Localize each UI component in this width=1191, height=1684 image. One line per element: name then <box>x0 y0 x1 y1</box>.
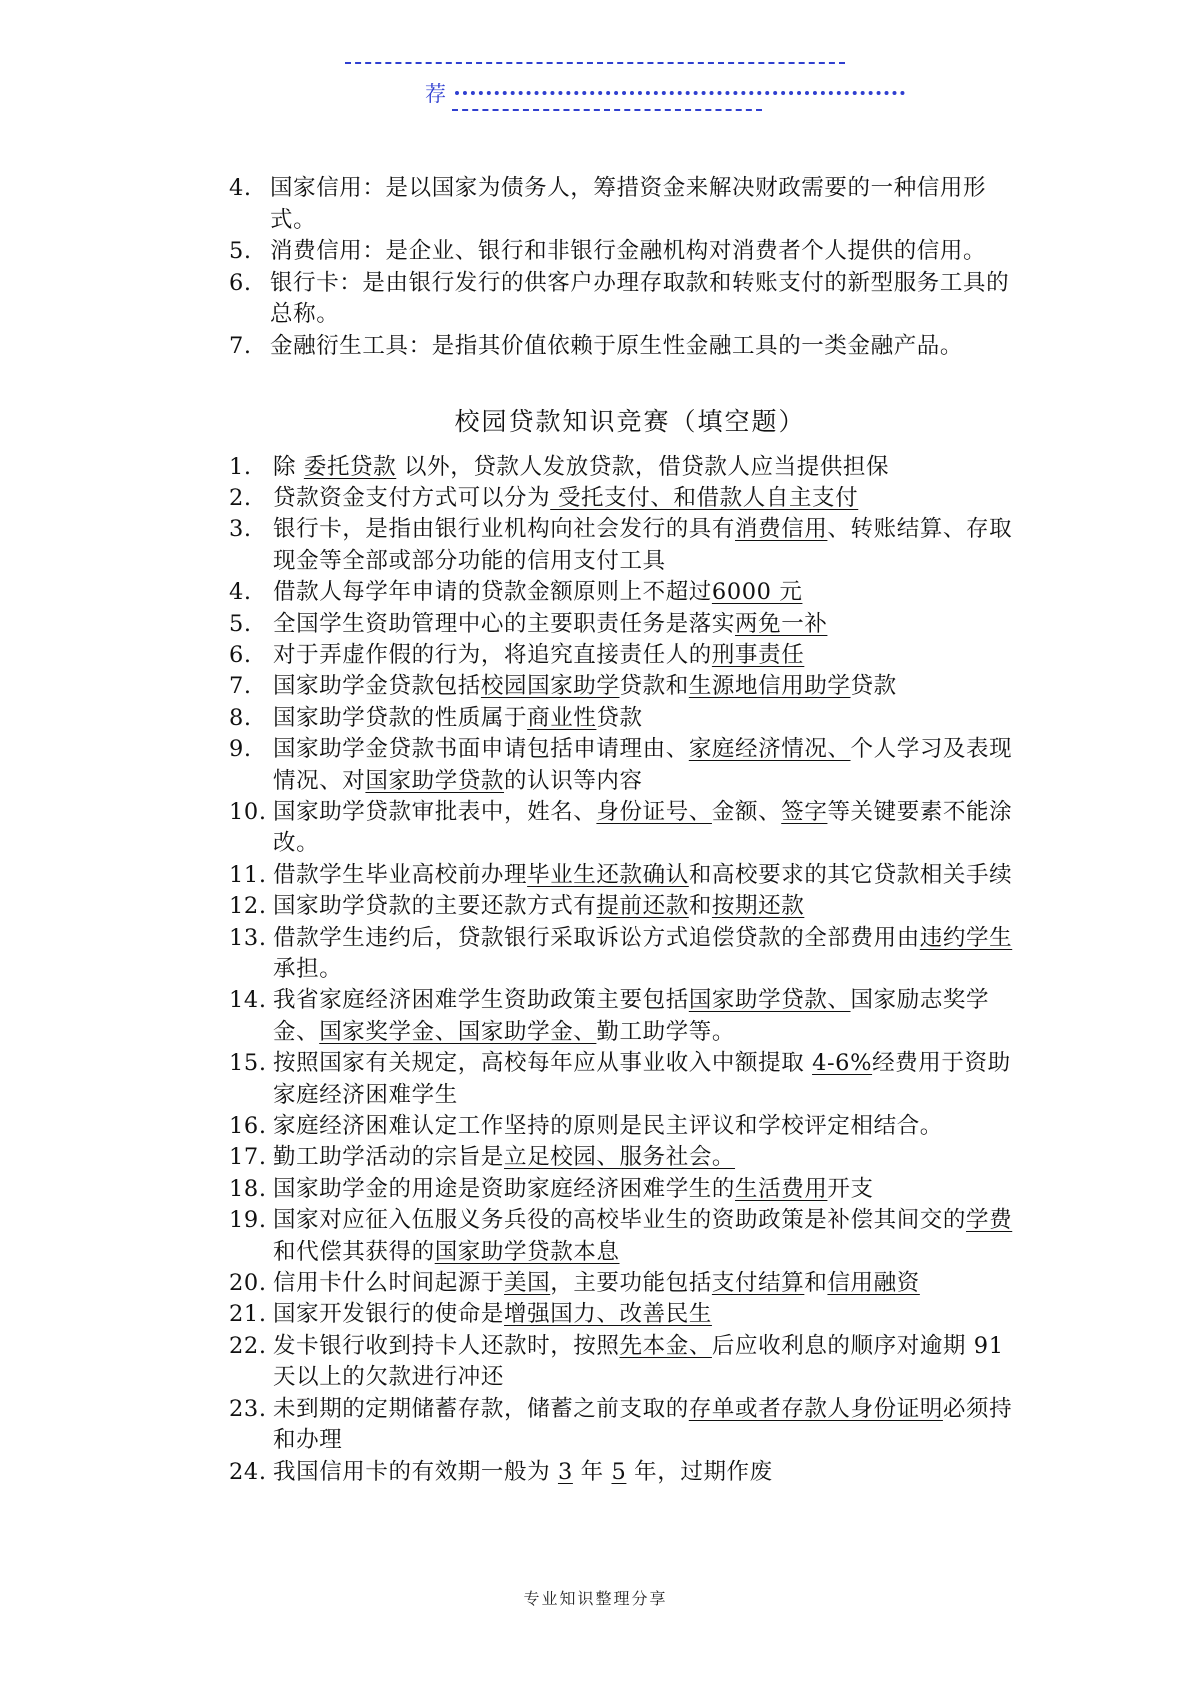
item-text <box>273 642 804 668</box>
item-number: 16. <box>229 1113 267 1140</box>
answer-blank: 存单或者存款人身份证明 <box>688 1395 943 1422</box>
answer-blank: 签字 <box>781 798 828 825</box>
question-item <box>225 923 1015 986</box>
answer-blank: 生源地信用助学 <box>688 673 851 700</box>
item-text <box>273 1207 1012 1264</box>
text-segment: 国家助学贷款的主要还款方式有 <box>273 893 597 920</box>
answer-blank: 6000 元 <box>711 579 803 606</box>
item-number: 19. <box>229 1207 267 1234</box>
question-item <box>225 514 1015 577</box>
text-segment: 承担。 <box>273 956 343 982</box>
question-item <box>225 891 1015 922</box>
text-segment: 发卡银行收到持卡人还款时，按照 <box>273 1332 620 1359</box>
item-text <box>273 485 858 511</box>
answer-blank: 增强国力、改善民生 <box>504 1301 712 1328</box>
definition-item <box>225 236 1015 268</box>
text-segment: 国家信用：是以国家为债务人，筹措资金来解决财政需要的一种信用形式。 <box>270 175 987 233</box>
item-text <box>273 579 802 605</box>
item-text <box>273 862 1012 888</box>
answer-blank: 立足校园、服务社会。 <box>504 1144 736 1171</box>
text-segment: 我省家庭经济困难学生资助政策主要包括 <box>273 987 689 1014</box>
text-segment: 信用卡什么时间起源于 <box>273 1270 505 1297</box>
item-number: 7. <box>229 673 252 700</box>
text-segment: 未到期的定期储蓄存款，储蓄之前支取的 <box>273 1395 689 1422</box>
text-segment: 、转账结算、存取现金等全部或部分功能的信用支付工具 <box>273 516 1013 574</box>
document-body <box>225 173 1015 1488</box>
text-segment: 国家助学贷款审批表中，姓名、 <box>273 798 597 825</box>
item-text <box>273 1176 874 1202</box>
answer-blank: 国家助学贷款本息 <box>434 1238 620 1265</box>
question-item <box>225 1268 1015 1299</box>
item-number: 6. <box>229 269 252 296</box>
definition-item <box>225 331 1015 363</box>
text-segment: 年，过期作废 <box>626 1458 773 1485</box>
answer-blank: 3 <box>557 1458 573 1485</box>
item-number: 3. <box>229 516 252 543</box>
text-segment: 借款人每学年申请的贷款金额原则上不超过 <box>273 579 712 606</box>
answer-blank: 美国 <box>504 1270 551 1297</box>
text-segment: 家庭经济困难认定工作坚持的原则是民主评议和学校评定相结合。 <box>273 1113 943 1140</box>
answer-blank: 5 <box>611 1458 627 1485</box>
item-number: 22. <box>229 1332 267 1359</box>
answer-blank: 支付结算 <box>711 1270 805 1297</box>
text-segment: 勤工助学活动的宗旨是 <box>273 1144 505 1171</box>
text-segment: 开支 <box>827 1175 874 1202</box>
text-segment: 对于弄虚作假的行为，将追究直接责任人的 <box>273 641 712 668</box>
text-segment: 贷款资金支付方式可以分为 <box>273 484 551 511</box>
question-item <box>225 1299 1015 1330</box>
answer-blank: 信用融资 <box>827 1270 920 1297</box>
question-item <box>225 703 1015 734</box>
item-text <box>273 1396 1012 1453</box>
item-text <box>273 1301 712 1327</box>
item-text <box>270 175 986 233</box>
question-item <box>225 1048 1015 1111</box>
text-segment: 国家助学金贷款书面申请包括申请理由、 <box>273 736 689 763</box>
text-segment: 消费信用：是企业、银行和非银行金融机构对消费者个人提供的信用。 <box>270 238 987 264</box>
question-item <box>225 985 1015 1048</box>
answer-blank: 身份证号、 <box>596 798 712 825</box>
answer-blank: 商业性 <box>527 704 597 731</box>
answer-blank: 毕业生还款确认 <box>527 861 689 888</box>
item-text <box>273 454 889 480</box>
answer-blank: 国家助学贷款、 <box>688 987 851 1014</box>
text-segment: 国家开发银行的使命是 <box>273 1301 505 1328</box>
answer-blank: 4-6% <box>812 1050 873 1077</box>
question-item <box>225 1394 1015 1457</box>
item-number: 10. <box>229 798 267 825</box>
text-segment: ，主要功能包括 <box>550 1270 712 1297</box>
text-segment: 国家对应征入伍服义务兵役的高校毕业生的资助政策是补偿其间交的 <box>273 1207 967 1234</box>
item-number: 12. <box>229 893 267 920</box>
text-segment: 银行卡，是指由银行业机构向社会发行的具有 <box>273 516 736 543</box>
text-segment: 金额、 <box>711 798 782 825</box>
answer-blank: 消费信用 <box>735 516 828 543</box>
text-segment: 国家助学金的用途是资助家庭经济困难学生的 <box>273 1175 736 1202</box>
item-number: 5. <box>229 610 252 637</box>
item-text <box>273 893 804 919</box>
item-number: 18. <box>229 1175 267 1202</box>
question-item <box>225 1111 1015 1142</box>
answer-blank: 先本金、 <box>619 1332 712 1359</box>
answer-blank: 两免一补 <box>735 610 828 637</box>
item-number: 23. <box>229 1395 267 1422</box>
text-segment: 贷款和 <box>619 673 689 700</box>
answer-blank: 学费 <box>966 1207 1013 1234</box>
text-segment: 按照国家有关规定，高校每年应从事业收入中额提取 <box>273 1050 813 1077</box>
header-dashed-line-top <box>345 62 845 64</box>
page-footer: 专业知识整理分享 <box>523 1589 668 1608</box>
text-segment: 以外，贷款人发放贷款，借贷款人应当提供担保 <box>396 453 890 480</box>
text-segment: 借款学生毕业高校前办理 <box>273 861 528 888</box>
item-number: 8. <box>229 704 252 731</box>
answer-blank: 国家奖学金、国家助学金、 <box>319 1018 597 1045</box>
text-segment: 和 <box>804 1270 828 1297</box>
item-text <box>273 1270 920 1296</box>
item-text <box>273 611 827 637</box>
question-item <box>225 609 1015 640</box>
answer-blank: 提前还款 <box>596 893 689 920</box>
item-text <box>273 987 989 1044</box>
item-text <box>273 1113 943 1139</box>
item-text <box>273 1459 773 1485</box>
item-text <box>273 516 1012 573</box>
item-text <box>273 673 897 699</box>
text-segment: 和代偿其获得的 <box>273 1238 435 1265</box>
text-segment: 国家励志奖学金、 <box>273 987 990 1045</box>
answer-blank: 国家助学贷款 <box>365 767 505 794</box>
text-segment: 贷款 <box>850 673 897 700</box>
item-number: 7. <box>229 332 252 359</box>
header-dotted-line <box>455 91 905 95</box>
text-segment: 必须持和办理 <box>273 1395 1013 1454</box>
item-number: 6. <box>229 641 252 668</box>
item-text <box>273 705 643 731</box>
text-segment: 后应收利息的顺序对逾期 91 天以上的欠款进行冲还 <box>273 1332 1004 1391</box>
question-item <box>225 1457 1015 1488</box>
text-segment: 年 <box>572 1458 612 1485</box>
item-number: 9. <box>229 736 252 763</box>
text-segment: 国家助学贷款的性质属于 <box>273 704 528 731</box>
question-item <box>225 734 1015 797</box>
question-item <box>225 1142 1015 1173</box>
item-text <box>273 1144 735 1170</box>
item-number: 13. <box>229 924 267 951</box>
text-segment: 除 <box>273 453 304 480</box>
question-item <box>225 860 1015 891</box>
question-item <box>225 452 1015 483</box>
item-number: 4. <box>229 579 252 606</box>
text-segment: 经费用于资助家庭经济困难学生 <box>273 1050 1011 1108</box>
text-segment: 贷款 <box>596 704 643 731</box>
section-title: 校园贷款知识竞赛（填空题） <box>454 407 806 436</box>
item-text <box>273 1333 1004 1390</box>
text-segment: 金融衍生工具：是指其价值依赖于原生性金融工具的一类金融产品。 <box>270 332 964 359</box>
text-segment: 等关键要素不能涂改。 <box>273 798 1013 857</box>
answer-blank: 家庭经济情况、 <box>688 736 851 763</box>
item-number: 20. <box>229 1270 267 1297</box>
question-item <box>225 671 1015 702</box>
item-text <box>270 270 1009 328</box>
item-text <box>273 736 1012 793</box>
questions-list <box>225 452 1015 1488</box>
text-segment: 我国信用卡的有效期一般为 <box>273 1458 558 1485</box>
item-text <box>270 238 986 264</box>
item-number: 17. <box>229 1144 267 1171</box>
text-segment: 借款学生违约后，贷款银行采取诉讼方式追偿贷款的全部费用由 <box>273 924 920 951</box>
item-number: 2. <box>229 484 252 511</box>
item-text <box>273 925 1012 982</box>
text-segment: 全国学生资助管理中心的主要职责任务是落实 <box>273 610 736 637</box>
text-segment: 银行卡：是由银行发行的供客户办理存取款和转账支付的新型服务工具的总称。 <box>270 269 1010 327</box>
item-text <box>273 1050 1011 1107</box>
answer-blank: 刑事责任 <box>711 641 805 668</box>
text-segment: 和 <box>688 893 712 920</box>
question-item <box>225 1331 1015 1394</box>
definition-item <box>225 173 1015 236</box>
question-item <box>225 577 1015 608</box>
item-number: 1. <box>229 453 252 480</box>
text-segment: 的认识等内容 <box>504 767 643 794</box>
item-number: 24. <box>229 1458 267 1485</box>
item-text <box>270 333 963 359</box>
question-item <box>225 483 1015 514</box>
question-item <box>225 1205 1015 1268</box>
answer-blank: 受托支付、和借款人自主支付 <box>550 484 859 511</box>
item-number: 14. <box>229 987 267 1014</box>
definition-item <box>225 268 1015 331</box>
item-number: 4. <box>229 175 252 201</box>
question-item <box>225 640 1015 671</box>
text-segment: 个人学习及表现情况、对 <box>273 736 1013 794</box>
question-item <box>225 1174 1015 1205</box>
answer-blank: 生活费用 <box>735 1175 828 1202</box>
answer-blank: 校园国家助学 <box>480 673 620 700</box>
answer-blank: 违约学生 <box>919 924 1013 951</box>
item-text <box>273 799 1012 856</box>
item-number: 21. <box>229 1301 267 1328</box>
text-segment: 和高校要求的其它贷款相关手续 <box>688 861 1013 888</box>
item-number: 5. <box>229 238 252 264</box>
text-segment: 国家助学金贷款包括 <box>273 673 481 700</box>
item-number: 15. <box>229 1050 267 1077</box>
definitions-list <box>225 173 1015 362</box>
answer-blank: 委托贷款 <box>303 453 397 480</box>
text-segment: 勤工助学等。 <box>596 1018 736 1045</box>
question-item <box>225 797 1015 860</box>
answer-blank: 按期还款 <box>711 893 805 920</box>
header-dashed-line-bottom <box>452 109 762 111</box>
item-number: 11. <box>229 861 267 888</box>
header-fragment: 荐 <box>425 82 446 106</box>
